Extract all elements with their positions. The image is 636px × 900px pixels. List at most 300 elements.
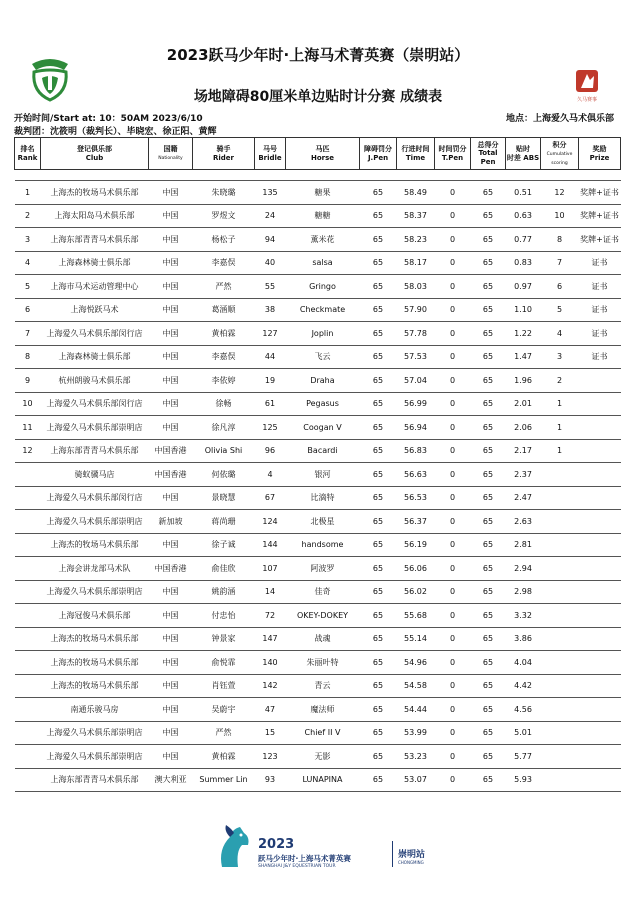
nationality-cell: 中国 xyxy=(149,651,193,675)
cumulative-scoring-cell: 10 xyxy=(541,204,579,228)
horse-cell: LUNAPINA xyxy=(286,768,360,792)
time-penalty-cell: 0 xyxy=(435,674,471,698)
rider-cell: 景晓慧 xyxy=(193,486,255,510)
time-cell: 57.90 xyxy=(397,298,435,322)
jumping-penalty-cell: 65 xyxy=(360,275,397,299)
time-cell: 58.37 xyxy=(397,204,435,228)
rank-cell: 2 xyxy=(15,204,41,228)
jumping-penalty-cell: 65 xyxy=(360,768,397,792)
horse-cell: 魔法师 xyxy=(286,698,360,722)
horse-cell: Coogan V xyxy=(286,416,360,440)
bridle-cell: 19 xyxy=(255,369,286,393)
rank-cell xyxy=(15,745,41,769)
horse-cell: 北极星 xyxy=(286,510,360,534)
time-difference-cell: 0.77 xyxy=(506,228,541,252)
prize-cell: 奖牌+证书 xyxy=(579,228,621,252)
cumulative-scoring-cell: 4 xyxy=(541,322,579,346)
time-difference-cell: 2.94 xyxy=(506,557,541,581)
cumulative-scoring-cell xyxy=(541,580,579,604)
nationality-cell: 中国香港 xyxy=(149,557,193,581)
table-row xyxy=(15,721,621,745)
time-difference-cell: 2.17 xyxy=(506,439,541,463)
time-difference-cell: 0.51 xyxy=(506,181,541,205)
bridle-cell: 24 xyxy=(255,204,286,228)
footer-station: 崇明站 xyxy=(398,850,426,860)
organizer-logo-caption: 久马赛事 xyxy=(576,97,597,103)
nationality-cell: 中国 xyxy=(149,369,193,393)
bridle-cell: 93 xyxy=(255,768,286,792)
time-cell: 55.68 xyxy=(397,604,435,628)
rider-cell: 葛涵顺 xyxy=(193,298,255,322)
horse-cell: 佳奇 xyxy=(286,580,360,604)
nationality-cell: 中国 xyxy=(149,486,193,510)
table-spacer-row xyxy=(15,170,621,181)
prize-cell xyxy=(579,651,621,675)
prize-cell xyxy=(579,604,621,628)
bridle-cell: 124 xyxy=(255,510,286,534)
rider-cell: 蒋尚珊 xyxy=(193,510,255,534)
jumping-penalty-cell: 65 xyxy=(360,651,397,675)
rider-cell: 姚韵涵 xyxy=(193,580,255,604)
prize-cell: 奖牌+证书 xyxy=(579,181,621,205)
rider-cell: Olivia Shi xyxy=(193,439,255,463)
prize-cell: 证书 xyxy=(579,298,621,322)
horse-head-icon xyxy=(214,823,254,869)
total-penalty-cell: 65 xyxy=(471,721,506,745)
prize-cell xyxy=(579,463,621,487)
time-cell: 58.03 xyxy=(397,275,435,299)
time-difference-cell: 1.47 xyxy=(506,345,541,369)
table-row xyxy=(15,510,621,534)
rank-cell: 7 xyxy=(15,322,41,346)
prize-cell xyxy=(579,439,621,463)
bridle-cell: 96 xyxy=(255,439,286,463)
cumulative-scoring-cell: 3 xyxy=(541,345,579,369)
table-row xyxy=(15,275,621,299)
time-difference-cell: 5.01 xyxy=(506,721,541,745)
total-penalty-cell: 65 xyxy=(471,674,506,698)
time-difference-cell: 2.98 xyxy=(506,580,541,604)
cumulative-scoring-cell xyxy=(541,463,579,487)
nationality-cell: 中国 xyxy=(149,251,193,275)
time-cell: 54.58 xyxy=(397,674,435,698)
time-penalty-cell: 0 xyxy=(435,392,471,416)
jumping-penalty-cell: 65 xyxy=(360,251,397,275)
rank-cell xyxy=(15,463,41,487)
club-cell: 上海杰的牧场马术俱乐部 xyxy=(41,651,149,675)
time-difference-cell: 2.81 xyxy=(506,533,541,557)
time-penalty-cell: 0 xyxy=(435,275,471,299)
column-header-time: 行进时间 Time xyxy=(397,138,435,170)
bridle-cell: 123 xyxy=(255,745,286,769)
jumping-penalty-cell: 65 xyxy=(360,721,397,745)
cumulative-scoring-cell xyxy=(541,745,579,769)
time-difference-cell: 2.47 xyxy=(506,486,541,510)
table-row xyxy=(15,228,621,252)
nationality-cell: 中国 xyxy=(149,322,193,346)
jumping-penalty-cell: 65 xyxy=(360,439,397,463)
horse-cell: 银河 xyxy=(286,463,360,487)
table-row xyxy=(15,439,621,463)
total-penalty-cell: 65 xyxy=(471,251,506,275)
nationality-cell: 中国 xyxy=(149,604,193,628)
time-penalty-cell: 0 xyxy=(435,322,471,346)
club-cell: 上海市马术运动管理中心 xyxy=(41,275,149,299)
jumping-penalty-cell: 65 xyxy=(360,181,397,205)
jumping-penalty-cell: 65 xyxy=(360,392,397,416)
time-cell: 56.19 xyxy=(397,533,435,557)
rank-cell xyxy=(15,674,41,698)
nationality-cell: 中国 xyxy=(149,345,193,369)
time-cell: 53.07 xyxy=(397,768,435,792)
rider-cell: 李嘉俣 xyxy=(193,251,255,275)
prize-cell xyxy=(579,745,621,769)
rider-cell: 付忠怡 xyxy=(193,604,255,628)
club-cell: 上海爱久马术俱乐部崇明店 xyxy=(41,745,149,769)
bridle-cell: 14 xyxy=(255,580,286,604)
prize-cell xyxy=(579,698,621,722)
jumping-penalty-cell: 65 xyxy=(360,580,397,604)
prize-cell xyxy=(579,392,621,416)
cumulative-scoring-cell xyxy=(541,604,579,628)
club-cell: 上海东部青青马术俱乐部 xyxy=(41,768,149,792)
cumulative-scoring-cell xyxy=(541,674,579,698)
rider-cell: 黄柏霖 xyxy=(193,322,255,346)
table-row xyxy=(15,533,621,557)
nationality-cell: 中国 xyxy=(149,298,193,322)
club-cell: 上海森林骑士俱乐部 xyxy=(41,345,149,369)
horse-cell: Draha xyxy=(286,369,360,393)
nationality-cell: 中国 xyxy=(149,228,193,252)
table-row xyxy=(15,392,621,416)
cumulative-scoring-cell: 6 xyxy=(541,275,579,299)
time-penalty-cell: 0 xyxy=(435,604,471,628)
time-cell: 53.23 xyxy=(397,745,435,769)
rank-cell xyxy=(15,510,41,534)
total-penalty-cell: 65 xyxy=(471,463,506,487)
prize-cell xyxy=(579,580,621,604)
time-penalty-cell: 0 xyxy=(435,510,471,534)
club-cell: 南通乐骏马房 xyxy=(41,698,149,722)
footer-year: 2023 xyxy=(258,837,295,852)
total-penalty-cell: 65 xyxy=(471,557,506,581)
club-cell: 上海森林骑士俱乐部 xyxy=(41,251,149,275)
cumulative-scoring-cell xyxy=(541,721,579,745)
jumping-penalty-cell: 65 xyxy=(360,604,397,628)
nationality-cell: 中国 xyxy=(149,204,193,228)
nationality-cell: 中国 xyxy=(149,627,193,651)
table-row xyxy=(15,204,621,228)
club-cell: 上海太阳岛马术俱乐部 xyxy=(41,204,149,228)
time-cell: 56.94 xyxy=(397,416,435,440)
time-difference-cell: 2.01 xyxy=(506,392,541,416)
cumulative-scoring-cell xyxy=(541,627,579,651)
start-time: 开始时间/Start at: 10：50AM 2023/6/10 xyxy=(14,114,203,124)
rank-cell: 10 xyxy=(15,392,41,416)
time-difference-cell: 0.97 xyxy=(506,275,541,299)
table-row xyxy=(15,604,621,628)
prize-cell: 证书 xyxy=(579,345,621,369)
rank-cell: 11 xyxy=(15,416,41,440)
time-cell: 57.53 xyxy=(397,345,435,369)
column-header-horse: 马匹 Horse xyxy=(286,138,360,170)
time-cell: 54.96 xyxy=(397,651,435,675)
cumulative-scoring-cell: 1 xyxy=(541,439,579,463)
time-difference-cell: 0.83 xyxy=(506,251,541,275)
nationality-cell: 中国香港 xyxy=(149,439,193,463)
rank-cell xyxy=(15,768,41,792)
column-header-jumping-penalty: 障碍罚分 J.Pen xyxy=(360,138,397,170)
horse-cell: Bacardi xyxy=(286,439,360,463)
club-cell: 上海爱久马术俱乐部闵行店 xyxy=(41,392,149,416)
time-difference-cell: 1.22 xyxy=(506,322,541,346)
time-cell: 57.04 xyxy=(397,369,435,393)
bridle-cell: 44 xyxy=(255,345,286,369)
total-penalty-cell: 65 xyxy=(471,486,506,510)
horse-cell: 比滴特 xyxy=(286,486,360,510)
cumulative-scoring-cell: 5 xyxy=(541,298,579,322)
time-cell: 56.53 xyxy=(397,486,435,510)
nationality-cell: 中国 xyxy=(149,533,193,557)
club-cell: 上海悦跃马术 xyxy=(41,298,149,322)
club-cell: 上海爱久马术俱乐部闵行店 xyxy=(41,486,149,510)
total-penalty-cell: 65 xyxy=(471,768,506,792)
rank-cell xyxy=(15,698,41,722)
time-difference-cell: 3.86 xyxy=(506,627,541,651)
time-penalty-cell: 0 xyxy=(435,627,471,651)
time-penalty-cell: 0 xyxy=(435,228,471,252)
prize-cell xyxy=(579,627,621,651)
club-cell: 上海东部青青马术俱乐部 xyxy=(41,228,149,252)
column-header-bridle: 马号 Bridle xyxy=(255,138,286,170)
rider-cell: 严然 xyxy=(193,275,255,299)
cumulative-scoring-cell xyxy=(541,557,579,581)
club-cell: 上海东部青青马术俱乐部 xyxy=(41,439,149,463)
nationality-cell: 中国 xyxy=(149,275,193,299)
table-row xyxy=(15,745,621,769)
jumping-penalty-cell: 65 xyxy=(360,204,397,228)
time-difference-cell: 5.93 xyxy=(506,768,541,792)
cumulative-scoring-cell: 7 xyxy=(541,251,579,275)
column-header-rider: 骑手 Rider xyxy=(193,138,255,170)
horse-cell: Chief II V xyxy=(286,721,360,745)
nationality-cell: 新加坡 xyxy=(149,510,193,534)
total-penalty-cell: 65 xyxy=(471,533,506,557)
horse-cell: Gringo xyxy=(286,275,360,299)
table-row xyxy=(15,181,621,205)
jumping-penalty-cell: 65 xyxy=(360,533,397,557)
horse-cell: salsa xyxy=(286,251,360,275)
prize-cell: 奖牌+证书 xyxy=(579,204,621,228)
prize-cell xyxy=(579,486,621,510)
time-difference-cell: 4.04 xyxy=(506,651,541,675)
time-penalty-cell: 0 xyxy=(435,251,471,275)
rank-cell: 5 xyxy=(15,275,41,299)
total-penalty-cell: 65 xyxy=(471,580,506,604)
nationality-cell: 中国 xyxy=(149,392,193,416)
time-cell: 54.44 xyxy=(397,698,435,722)
horse-cell: 朱丽叶特 xyxy=(286,651,360,675)
jumping-penalty-cell: 65 xyxy=(360,674,397,698)
bridle-cell: 72 xyxy=(255,604,286,628)
club-cell: 上海爱久马术俱乐部崇明店 xyxy=(41,416,149,440)
rank-cell xyxy=(15,580,41,604)
time-cell: 56.63 xyxy=(397,463,435,487)
time-cell: 58.17 xyxy=(397,251,435,275)
horse-cell: 战魂 xyxy=(286,627,360,651)
time-penalty-cell: 0 xyxy=(435,533,471,557)
cumulative-scoring-cell xyxy=(541,486,579,510)
table-row xyxy=(15,580,621,604)
nationality-cell: 中国 xyxy=(149,698,193,722)
table-row xyxy=(15,486,621,510)
total-penalty-cell: 65 xyxy=(471,322,506,346)
rider-cell: 朱晓璐 xyxy=(193,181,255,205)
rider-cell: 何依璐 xyxy=(193,463,255,487)
prize-cell xyxy=(579,768,621,792)
cumulative-scoring-cell: 8 xyxy=(541,228,579,252)
rider-cell: 吴蔚宇 xyxy=(193,698,255,722)
page-subtitle: 场地障碍80厘米单边贴时计分赛 成绩表 xyxy=(193,89,443,105)
rank-cell xyxy=(15,486,41,510)
nationality-cell: 澳大利亚 xyxy=(149,768,193,792)
rider-cell: 严然 xyxy=(193,721,255,745)
rider-cell: 李依婷 xyxy=(193,369,255,393)
horse-cell: 糖糖 xyxy=(286,204,360,228)
total-penalty-cell: 65 xyxy=(471,392,506,416)
rider-cell: Summer Lin xyxy=(193,768,255,792)
time-cell: 58.49 xyxy=(397,181,435,205)
cumulative-scoring-cell xyxy=(541,533,579,557)
horse-cell: Checkmate xyxy=(286,298,360,322)
rider-cell: 俞悦霏 xyxy=(193,651,255,675)
bridle-cell: 140 xyxy=(255,651,286,675)
time-penalty-cell: 0 xyxy=(435,745,471,769)
prize-cell xyxy=(579,416,621,440)
table-row xyxy=(15,698,621,722)
bridle-cell: 4 xyxy=(255,463,286,487)
time-penalty-cell: 0 xyxy=(435,439,471,463)
time-difference-cell: 2.63 xyxy=(506,510,541,534)
time-difference-cell: 3.32 xyxy=(506,604,541,628)
time-cell: 56.99 xyxy=(397,392,435,416)
rank-cell xyxy=(15,627,41,651)
footer-station-en: CHONGMING xyxy=(398,860,424,865)
footer-event-name-en: SHANGHAI J&Y EQUESTRIAN TOUR xyxy=(258,864,336,869)
rank-cell: 3 xyxy=(15,228,41,252)
judges: 裁判团：沈筱明（裁判长）、毕晓宏、徐正阳、黄辉 xyxy=(14,127,217,137)
results-table xyxy=(14,137,621,792)
rank-cell xyxy=(15,557,41,581)
bridle-cell: 61 xyxy=(255,392,286,416)
time-penalty-cell: 0 xyxy=(435,768,471,792)
total-penalty-cell: 65 xyxy=(471,416,506,440)
cumulative-scoring-cell xyxy=(541,510,579,534)
column-header-cumulative-scoring: 积分 Cumulative scoring xyxy=(541,138,579,170)
horse-cell: OKEY-DOKEY xyxy=(286,604,360,628)
cumulative-scoring-cell xyxy=(541,698,579,722)
horse-cell: Pegasus xyxy=(286,392,360,416)
jumping-penalty-cell: 65 xyxy=(360,322,397,346)
table-row xyxy=(15,369,621,393)
club-cell: 上海杰的牧场马术俱乐部 xyxy=(41,181,149,205)
rider-cell: 肖钰萱 xyxy=(193,674,255,698)
rank-cell: 8 xyxy=(15,345,41,369)
time-cell: 53.99 xyxy=(397,721,435,745)
horse-cell: 薰米花 xyxy=(286,228,360,252)
time-penalty-cell: 0 xyxy=(435,298,471,322)
club-cell: 上海爱久马术俱乐部崇明店 xyxy=(41,580,149,604)
jumping-penalty-cell: 65 xyxy=(360,745,397,769)
time-penalty-cell: 0 xyxy=(435,651,471,675)
bridle-cell: 125 xyxy=(255,416,286,440)
bridle-cell: 55 xyxy=(255,275,286,299)
time-difference-cell: 2.37 xyxy=(506,463,541,487)
time-cell: 56.06 xyxy=(397,557,435,581)
prize-cell xyxy=(579,721,621,745)
nationality-cell: 中国 xyxy=(149,745,193,769)
total-penalty-cell: 65 xyxy=(471,181,506,205)
jumping-penalty-cell: 65 xyxy=(360,486,397,510)
cumulative-scoring-cell xyxy=(541,651,579,675)
horse-cell: 青云 xyxy=(286,674,360,698)
time-penalty-cell: 0 xyxy=(435,204,471,228)
jumping-penalty-cell: 65 xyxy=(360,510,397,534)
rider-cell: 俞佳欣 xyxy=(193,557,255,581)
time-penalty-cell: 0 xyxy=(435,580,471,604)
cumulative-scoring-cell: 2 xyxy=(541,369,579,393)
time-difference-cell: 2.06 xyxy=(506,416,541,440)
rank-cell: 4 xyxy=(15,251,41,275)
jumping-penalty-cell: 65 xyxy=(360,369,397,393)
bridle-cell: 144 xyxy=(255,533,286,557)
time-cell: 56.83 xyxy=(397,439,435,463)
table-row xyxy=(15,345,621,369)
total-penalty-cell: 65 xyxy=(471,698,506,722)
table-row xyxy=(15,557,621,581)
horse-cell: 无影 xyxy=(286,745,360,769)
column-header-prize: 奖励 Prize xyxy=(579,138,621,170)
jumping-penalty-cell: 65 xyxy=(360,298,397,322)
total-penalty-cell: 65 xyxy=(471,604,506,628)
club-cell: 上海杰的牧场马术俱乐部 xyxy=(41,627,149,651)
column-header-time-penalty: 时间罚分 T.Pen xyxy=(435,138,471,170)
prize-cell xyxy=(579,557,621,581)
nationality-cell: 中国 xyxy=(149,674,193,698)
total-penalty-cell: 65 xyxy=(471,439,506,463)
time-difference-cell: 1.10 xyxy=(506,298,541,322)
nationality-cell: 中国 xyxy=(149,721,193,745)
total-penalty-cell: 65 xyxy=(471,745,506,769)
rank-cell: 12 xyxy=(15,439,41,463)
jumping-penalty-cell: 65 xyxy=(360,698,397,722)
time-penalty-cell: 0 xyxy=(435,486,471,510)
jumping-penalty-cell: 65 xyxy=(360,416,397,440)
time-cell: 55.14 xyxy=(397,627,435,651)
bridle-cell: 15 xyxy=(255,721,286,745)
nationality-cell: 中国 xyxy=(149,416,193,440)
jumping-penalty-cell: 65 xyxy=(360,228,397,252)
rider-cell: 李嘉俣 xyxy=(193,345,255,369)
bridle-cell: 94 xyxy=(255,228,286,252)
total-penalty-cell: 65 xyxy=(471,510,506,534)
prize-cell xyxy=(579,674,621,698)
table-row xyxy=(15,416,621,440)
time-cell: 57.78 xyxy=(397,322,435,346)
bridle-cell: 147 xyxy=(255,627,286,651)
prize-cell xyxy=(579,533,621,557)
total-penalty-cell: 65 xyxy=(471,369,506,393)
